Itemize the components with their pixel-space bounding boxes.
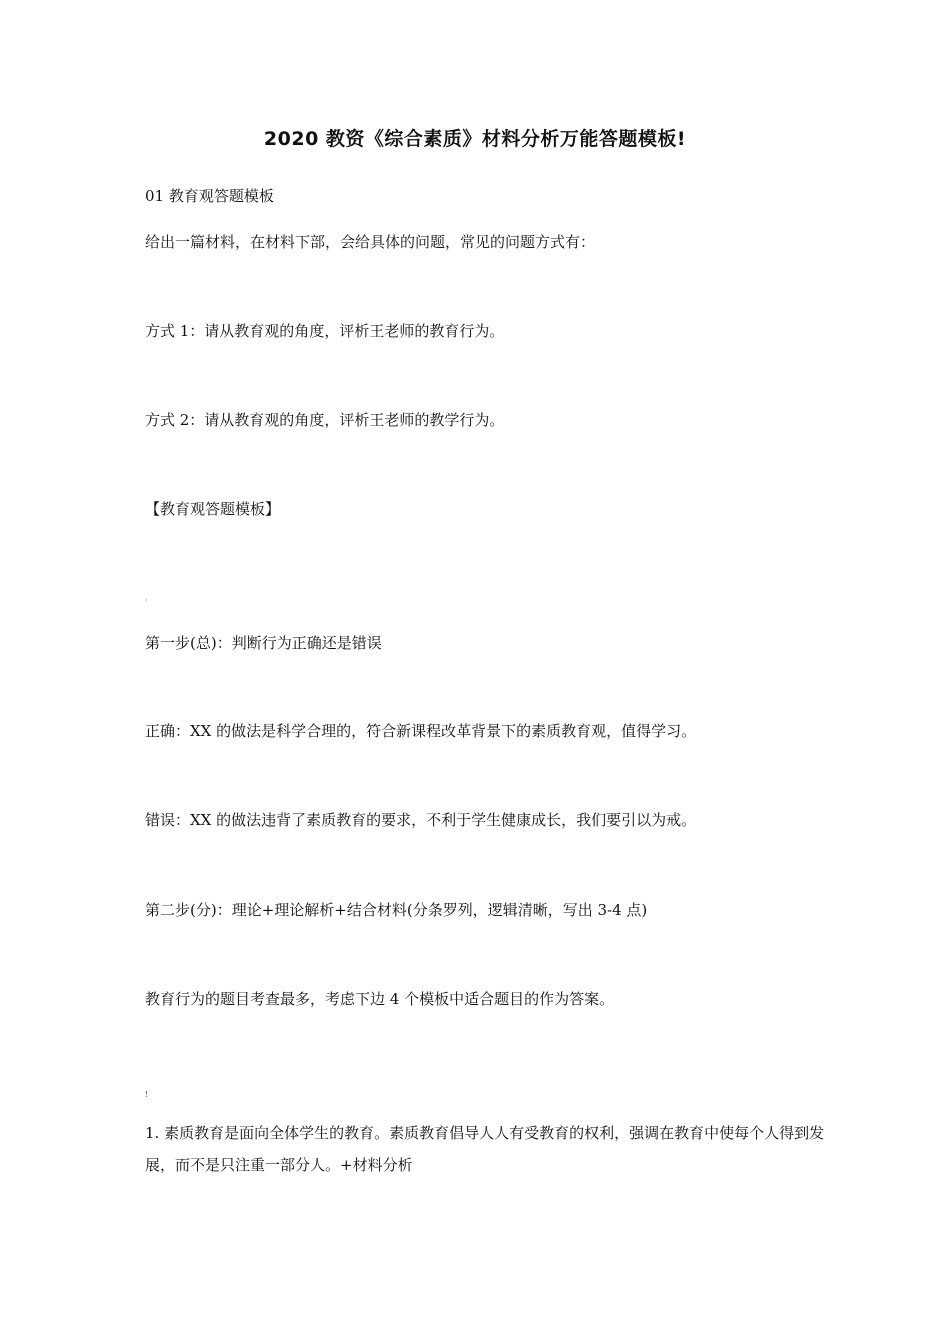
point-one: 1. 素质教育是面向全体学生的教育。素质教育倡导人人有受教育的权利，强调在教育中使每个人得到发展，而不是只注重一部分人。+材料分析 — [145, 1124, 825, 1174]
stray-mark: ! — [145, 1090, 149, 1099]
step-one: 第一步(总)：判断行为正确还是错误 — [145, 634, 382, 652]
template-heading: 【教育观答题模板】 — [145, 500, 281, 518]
question-format-2: 方式 2：请从教育观的角度，评析王老师的教学行为。 — [145, 411, 505, 429]
stray-mark: · — [145, 596, 148, 605]
question-format-1: 方式 1：请从教育观的角度，评析王老师的教育行为。 — [145, 322, 505, 340]
section-heading: 01 教育观答题模板 — [145, 187, 274, 205]
wrong-statement: 错误：XX 的做法违背了素质教育的要求，不利于学生健康成长，我们要引以为戒。 — [145, 811, 697, 829]
step-two: 第二步(分)：理论+理论解析+结合材料(分条罗列，逻辑清晰，写出 3-4 点) — [145, 901, 648, 919]
correct-statement: 正确：XX 的做法是科学合理的，符合新课程改革背景下的素质教育观，值得学习。 — [145, 722, 697, 740]
note-paragraph: 教育行为的题目考查最多，考虑下边 4 个模板中适合题目的作为答案。 — [145, 990, 615, 1008]
intro-paragraph: 给出一篇材料，在材料下部，会给具体的问题，常见的问题方式有： — [145, 233, 596, 251]
document-title: 2020 教资《综合素质》材料分析万能答题模板! — [263, 128, 687, 150]
